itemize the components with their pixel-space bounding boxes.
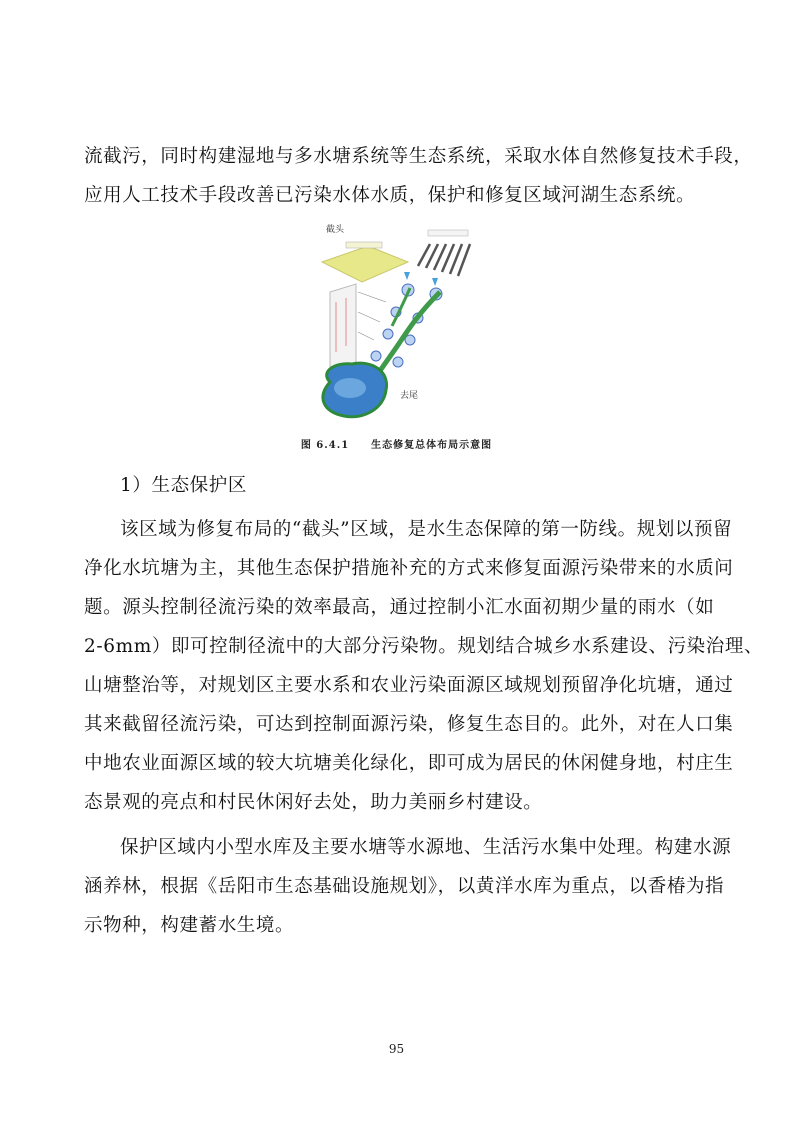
paragraph-line: 其来截留径流污染，可达到控制面源污染，修复生态目的。此外，对在人口集 — [84, 714, 734, 735]
vegetation-board — [330, 284, 356, 372]
ecological-restoration-figure — [300, 222, 490, 427]
paragraph-line: 题。源头控制径流污染的效率最高，通过控制小汇水面初期少量的雨水（如 — [84, 597, 715, 618]
paragraph-line: 示物种，构建蓄水生境。 — [84, 915, 295, 936]
figure-caption: 图 6.4.1 生态修复总体布局示意图 — [300, 440, 493, 451]
section-heading: 1）生态保护区 — [120, 475, 247, 496]
paragraph-line: 态景观的亮点和村民休闲好去处，助力美丽乡村建设。 — [84, 792, 543, 813]
paragraph-line: 中地农业面源区域的较大坑塘美化绿化，即可成为居民的休闲健身地，村庄生 — [84, 753, 734, 774]
paragraph-line: 保护区域内小型水库及主要水塘等水源地、生活污水集中处理。构建水源 — [120, 837, 732, 858]
paragraph-line: 该区域为修复布局的“截头”区域，是水生态保障的第一防线。规划以预留 — [120, 519, 733, 540]
board-arrows — [358, 292, 386, 340]
lake-highlight — [334, 378, 366, 398]
body-line: 流截污，同时构建湿地与多水塘系统等生态系统，采取水体自然修复技术手段， — [84, 146, 753, 167]
paragraph-line: 涵养林，根据《岳阳市生态基础设施规划》，以黄洋水库为重点，以香椿为指 — [84, 876, 725, 897]
farmland-tag — [346, 242, 382, 248]
body-line: 应用人工技术手段改善已污染水体水质，保护和修复区域河湖生态系统。 — [84, 185, 696, 206]
pollution-source-stripes — [418, 244, 470, 276]
figure-label-head: 截头 — [326, 225, 345, 235]
paragraph-line: 山塘整治等，对规划区主要水系和农业污染面源区域规划预留净化坑塘，通过 — [84, 675, 734, 696]
figure-label-tail: 去尾 — [400, 391, 419, 401]
page-number: 95 — [388, 1042, 405, 1056]
source-tag — [428, 230, 468, 236]
farmland-area — [322, 246, 408, 282]
paragraph-line: 净化水坑塘为主，其他生态保护措施补充的方式来修复面源污染带来的水质问 — [84, 558, 734, 579]
paragraph-line: 2-6mm）即可控制径流中的大部分污染物。规划结合城乡水系建设、污染治理、 — [84, 636, 764, 657]
figure-illustration — [300, 222, 490, 427]
